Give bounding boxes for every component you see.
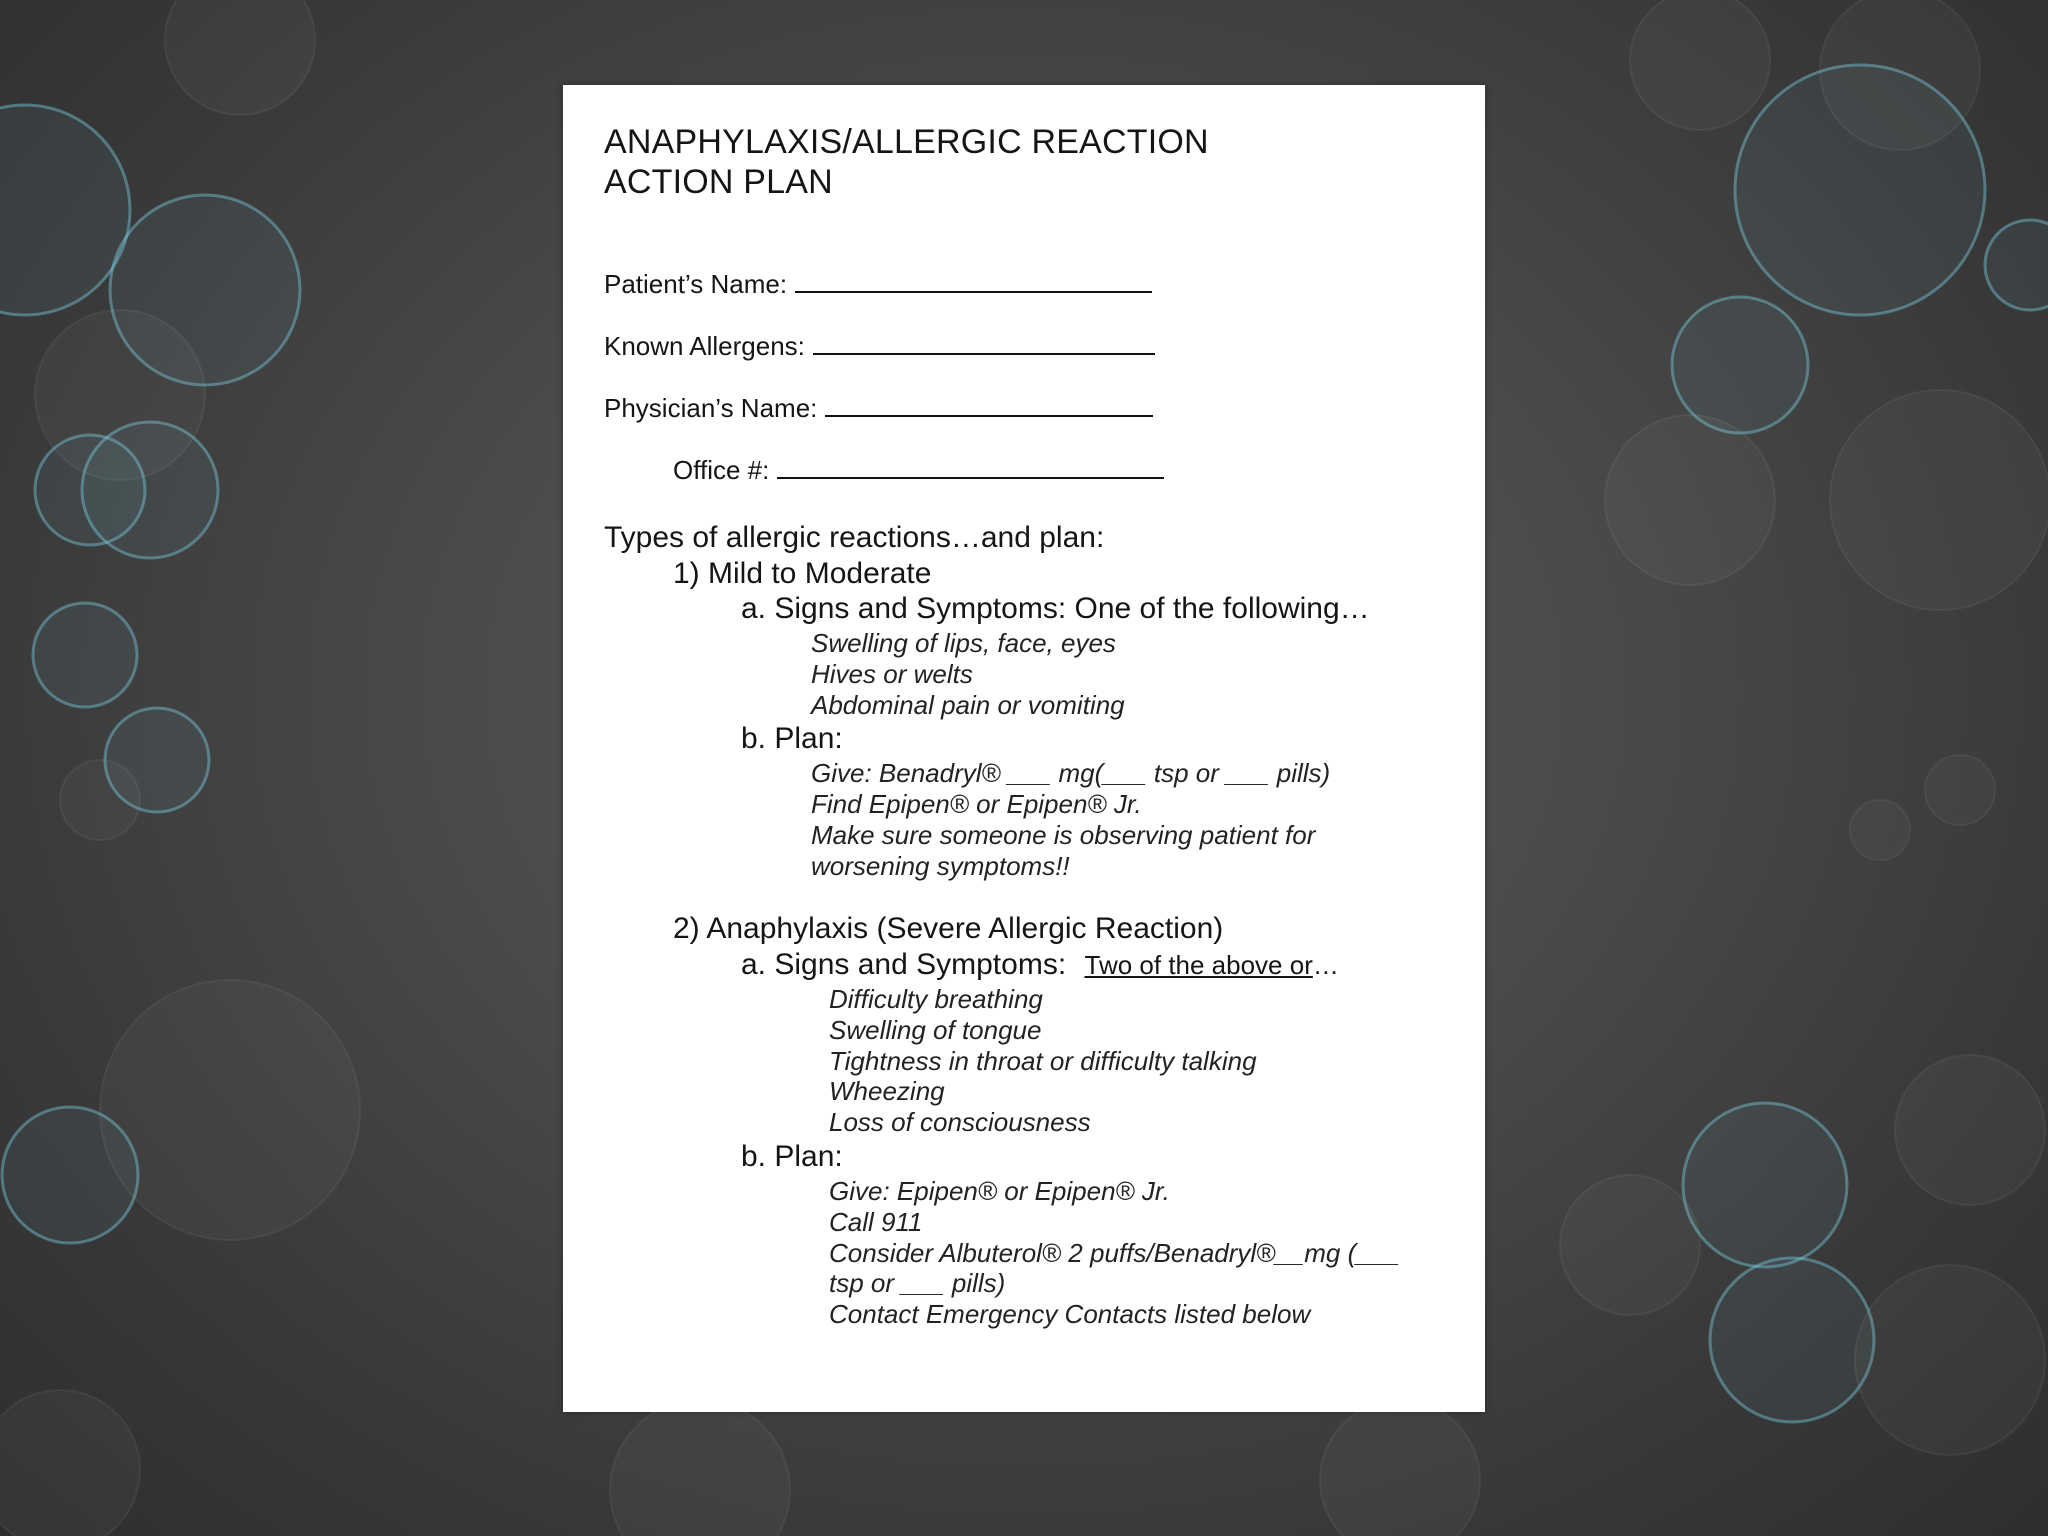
severe-sign-item: Swelling of tongue <box>829 1015 1042 1045</box>
mild-heading: 1) Mild to Moderate <box>673 557 932 590</box>
physician-name-blank[interactable] <box>825 393 1153 417</box>
mild-plan-item: Find Epipen® or Epipen® Jr. <box>811 789 1142 819</box>
known-allergens-field[interactable] <box>604 331 1155 362</box>
severe-heading: 2) Anaphylaxis (Severe Allergic Reaction) <box>673 912 1224 945</box>
mild-sign-item: Hives or welts <box>811 659 973 689</box>
patient-name-label: Patient’s Name: <box>604 269 788 299</box>
severe-plan-item: Consider Albuterol® 2 puffs/Benadryl®__mg (___ <box>829 1238 1400 1268</box>
document-title-line-2: ACTION PLAN <box>604 163 833 201</box>
mild-sign-item: Swelling of lips, face, eyes <box>811 628 1116 658</box>
patient-name-field[interactable] <box>604 269 1152 300</box>
physician-name-label: Physician’s Name: <box>604 393 818 423</box>
severe-signs-ellipsis: … <box>1312 950 1339 980</box>
severe-plan-label: b. Plan: <box>741 1140 843 1173</box>
severe-plan-item: Call 911 <box>829 1207 923 1237</box>
document-title-line-1: ANAPHYLAXIS/ALLERGIC REACTION <box>604 123 1209 161</box>
known-allergens-label: Known Allergens: <box>604 331 805 361</box>
severe-signs-label-text: a. Signs and Symptoms: <box>741 948 1067 981</box>
mild-signs-label: a. Signs and Symptoms: One of the following… <box>741 592 1370 625</box>
mild-plan-item: worsening symptoms!! <box>811 851 1070 881</box>
severe-sign-item: Wheezing <box>829 1076 945 1106</box>
severe-signs-underlined: Two of the above or <box>1084 950 1313 980</box>
mild-plan-item: Give: Benadryl® ___ mg(___ tsp or ___ pills) <box>811 758 1331 788</box>
severe-plan-item: Give: Epipen® or Epipen® Jr. <box>829 1176 1170 1206</box>
severe-plan-item: tsp or ___ pills) <box>829 1268 1006 1298</box>
severe-signs-label <box>741 948 1339 982</box>
mild-plan-label: b. Plan: <box>741 722 843 755</box>
office-number-label: Office #: <box>673 455 770 485</box>
action-plan-document <box>563 85 1485 1412</box>
office-number-field[interactable] <box>673 455 1164 486</box>
mild-sign-item: Abdominal pain or vomiting <box>811 690 1125 720</box>
severe-plan-item: Contact Emergency Contacts listed below <box>829 1299 1311 1329</box>
mild-plan-item: Make sure someone is observing patient for <box>811 820 1316 850</box>
physician-name-field[interactable] <box>604 393 1153 424</box>
types-heading: Types of allergic reactions…and plan: <box>604 521 1105 554</box>
severe-sign-item: Tightness in throat or difficulty talking <box>829 1046 1257 1076</box>
severe-sign-item: Loss of consciousness <box>829 1107 1091 1137</box>
severe-sign-item: Difficulty breathing <box>829 984 1043 1014</box>
patient-name-blank[interactable] <box>795 269 1152 293</box>
known-allergens-blank[interactable] <box>813 331 1155 355</box>
office-number-blank[interactable] <box>777 455 1164 479</box>
